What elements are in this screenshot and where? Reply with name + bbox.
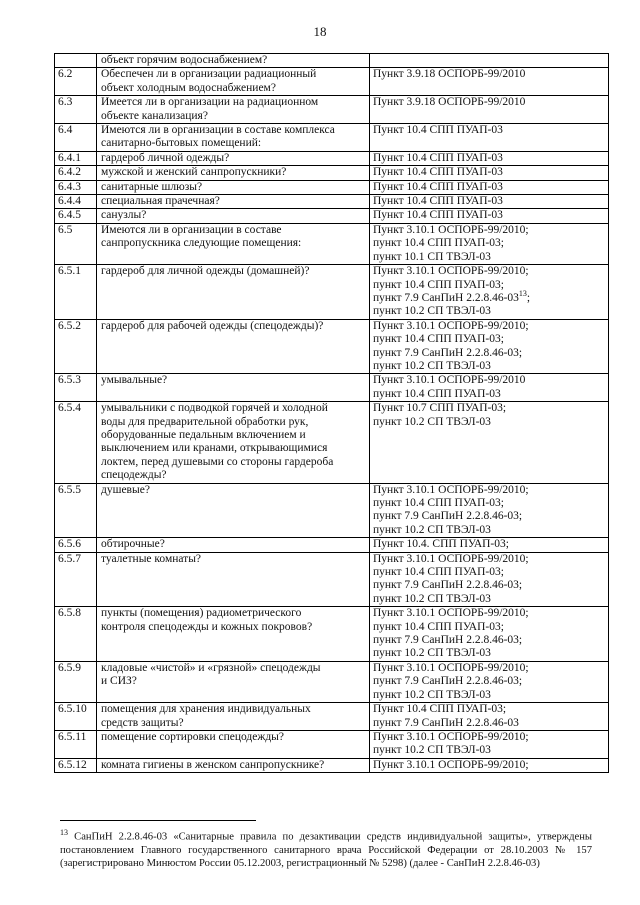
- item-number: 6.5.10: [55, 703, 97, 731]
- item-number: 6.3: [55, 96, 97, 124]
- item-question: умывальники с подводкой горячей и холодной воды для предварительной обработки рук, оборудованные педальным включением и выключением или кранами, открывающимися локтем, перед душевыми со стороны гардероба спецодежды?: [97, 402, 370, 483]
- item-number: 6.5.12: [55, 758, 97, 772]
- item-reference: Пункт 3.10.1 ОСПОРБ-99/2010; пункт 7.9 СанПиН 2.2.8.46-03; пункт 10.2 СП ТВЭЛ-03: [370, 661, 609, 702]
- item-number: 6.5.2: [55, 319, 97, 374]
- item-reference: Пункт 3.10.1 ОСПОРБ-99/2010; пункт 10.4 СПП ПУАП-03; пункт 7.9 СанПиН 2.2.8.46-03; пункт 10.2 СП ТВЭЛ-03: [370, 552, 609, 607]
- footnote-divider: [60, 820, 256, 821]
- item-reference: Пункт 10.4 СПП ПУАП-03: [370, 180, 609, 194]
- item-question: помещения для хранения индивидуальных средств защиты?: [97, 703, 370, 731]
- item-question: кладовые «чистой» и «грязной» спецодежды и СИЗ?: [97, 661, 370, 702]
- item-question: гардероб для личной одежды (домашней)?: [97, 265, 370, 320]
- item-number: 6.5.4: [55, 402, 97, 483]
- item-reference: Пункт 3.10.1 ОСПОРБ-99/2010; пункт 10.4 СПП ПУАП-03; пункт 7.9 СанПиН 2.2.8.46-03; пункт 10.2 СП ТВЭЛ-03: [370, 607, 609, 662]
- item-number: 6.5.3: [55, 374, 97, 402]
- item-number: 6.5.8: [55, 607, 97, 662]
- table-row: [55, 68, 609, 96]
- item-question: душевые?: [97, 483, 370, 538]
- table-row: [55, 607, 609, 662]
- footnote: [60, 826, 592, 870]
- item-reference: [370, 54, 609, 68]
- item-reference: Пункт 10.4 СПП ПУАП-03: [370, 124, 609, 152]
- item-number: 6.2: [55, 68, 97, 96]
- item-question: помещение сортировки спецодежды?: [97, 730, 370, 758]
- item-number: 6.4.1: [55, 151, 97, 165]
- table-row: [55, 124, 609, 152]
- item-reference: Пункт 3.10.1 ОСПОРБ-99/2010; пункт 10.4 СПП ПУАП-03; пункт 10.1 СП ТВЭЛ-03: [370, 223, 609, 264]
- item-reference: Пункт 10.7 СПП ПУАП-03; пункт 10.2 СП ТВЭЛ-03: [370, 402, 609, 483]
- item-number: 6.5: [55, 223, 97, 264]
- item-question: Имеется ли в организации на радиационном объекте канализация?: [97, 96, 370, 124]
- table-row: [55, 730, 609, 758]
- item-reference: Пункт 3.10.1 ОСПОРБ-99/2010; пункт 10.2 СП ТВЭЛ-03: [370, 730, 609, 758]
- item-question: туалетные комнаты?: [97, 552, 370, 607]
- item-number: 6.5.6: [55, 538, 97, 552]
- item-reference: Пункт 3.10.1 ОСПОРБ-99/2010;: [370, 758, 609, 772]
- item-question: санитарные шлюзы?: [97, 180, 370, 194]
- table-row: [55, 166, 609, 180]
- table-row: [55, 661, 609, 702]
- item-number: [55, 54, 97, 68]
- item-question: гардероб для рабочей одежды (спецодежды)?: [97, 319, 370, 374]
- table-row: [55, 402, 609, 483]
- item-question: комната гигиены в женском санпропускнике?: [97, 758, 370, 772]
- item-number: 6.5.11: [55, 730, 97, 758]
- table-row: [55, 538, 609, 552]
- item-question: объект горячим водоснабжением?: [97, 54, 370, 68]
- reference-text: Пункт 3.10.1 ОСПОРБ-99/2010; пункт 10.4 СПП ПУАП-03; пункт 7.9 СанПиН 2.2.8.46-03: [373, 265, 529, 304]
- table-row: [55, 374, 609, 402]
- page-number: 18: [313, 24, 327, 39]
- footnote-text: СанПиН 2.2.8.46-03 «Санитарные правила по дезактивации средств индивидуальной защиты», утверждены постановлением Главного государственного санитарного врача Российской Федерации от 28.10.2003 № 157 (зарегистрировано Минюстом России 05.12.2003, регистрационный № 5298) (далее - СанПиН 2.2.8.46-03): [60, 831, 592, 869]
- item-reference: [370, 265, 609, 320]
- item-reference: Пункт 10.4 СПП ПУАП-03; пункт 7.9 СанПиН 2.2.8.46-03: [370, 703, 609, 731]
- item-question: специальная прачечная?: [97, 195, 370, 209]
- table-row: [55, 151, 609, 165]
- table-row: [55, 54, 609, 68]
- table-row: [55, 758, 609, 772]
- table-row: [55, 483, 609, 538]
- item-number: 6.4.3: [55, 180, 97, 194]
- item-number: 6.5.5: [55, 483, 97, 538]
- table-row: [55, 265, 609, 320]
- item-question: мужской и женский санпропускники?: [97, 166, 370, 180]
- item-reference: Пункт 10.4. СПП ПУАП-03;: [370, 538, 609, 552]
- item-question: умывальные?: [97, 374, 370, 402]
- item-reference: Пункт 10.4 СПП ПУАП-03: [370, 209, 609, 223]
- footnote-marker: 13: [60, 828, 68, 837]
- item-number: 6.4: [55, 124, 97, 152]
- item-question: обтирочные?: [97, 538, 370, 552]
- item-number: 6.5.1: [55, 265, 97, 320]
- item-number: 6.5.7: [55, 552, 97, 607]
- footnote-reference: 13: [518, 289, 527, 299]
- item-reference: Пункт 10.4 СПП ПУАП-03: [370, 195, 609, 209]
- requirements-table-body: [55, 54, 609, 773]
- item-question: Имеются ли в организации в составе комплекса санитарно-бытовых помещений:: [97, 124, 370, 152]
- table-row: [55, 319, 609, 374]
- item-reference: Пункт 3.10.1 ОСПОРБ-99/2010 пункт 10.4 СПП ПУАП-03: [370, 374, 609, 402]
- item-question: санузлы?: [97, 209, 370, 223]
- item-number: 6.4.4: [55, 195, 97, 209]
- table-row: [55, 552, 609, 607]
- item-question: пункты (помещения) радиометрического контроля спецодежды и кожных покровов?: [97, 607, 370, 662]
- item-number: 6.5.9: [55, 661, 97, 702]
- item-reference: Пункт 3.10.1 ОСПОРБ-99/2010; пункт 10.4 СПП ПУАП-03; пункт 7.9 СанПиН 2.2.8.46-03; пункт 10.2 СП ТВЭЛ-03: [370, 483, 609, 538]
- item-reference: Пункт 3.10.1 ОСПОРБ-99/2010; пункт 10.4 СПП ПУАП-03; пункт 7.9 СанПиН 2.2.8.46-03; пункт 10.2 СП ТВЭЛ-03: [370, 319, 609, 374]
- table-row: [55, 223, 609, 264]
- item-reference: Пункт 10.4 СПП ПУАП-03: [370, 166, 609, 180]
- item-number: 6.4.2: [55, 166, 97, 180]
- table-row: [55, 195, 609, 209]
- item-question: Имеются ли в организации в составе санпропускника следующие помещения:: [97, 223, 370, 264]
- item-number: 6.4.5: [55, 209, 97, 223]
- item-reference: Пункт 3.9.18 ОСПОРБ-99/2010: [370, 96, 609, 124]
- item-question: гардероб личной одежды?: [97, 151, 370, 165]
- table-row: [55, 96, 609, 124]
- table-row: [55, 180, 609, 194]
- reference-text-tail: ; пункт 10.2 СП ТВЭЛ-03: [373, 291, 531, 318]
- table-row: [55, 209, 609, 223]
- item-question: Обеспечен ли в организации радиационный объект холодным водоснабжением?: [97, 68, 370, 96]
- requirements-table: [54, 53, 609, 773]
- table-row: [55, 703, 609, 731]
- item-reference: Пункт 10.4 СПП ПУАП-03: [370, 151, 609, 165]
- item-reference: Пункт 3.9.18 ОСПОРБ-99/2010: [370, 68, 609, 96]
